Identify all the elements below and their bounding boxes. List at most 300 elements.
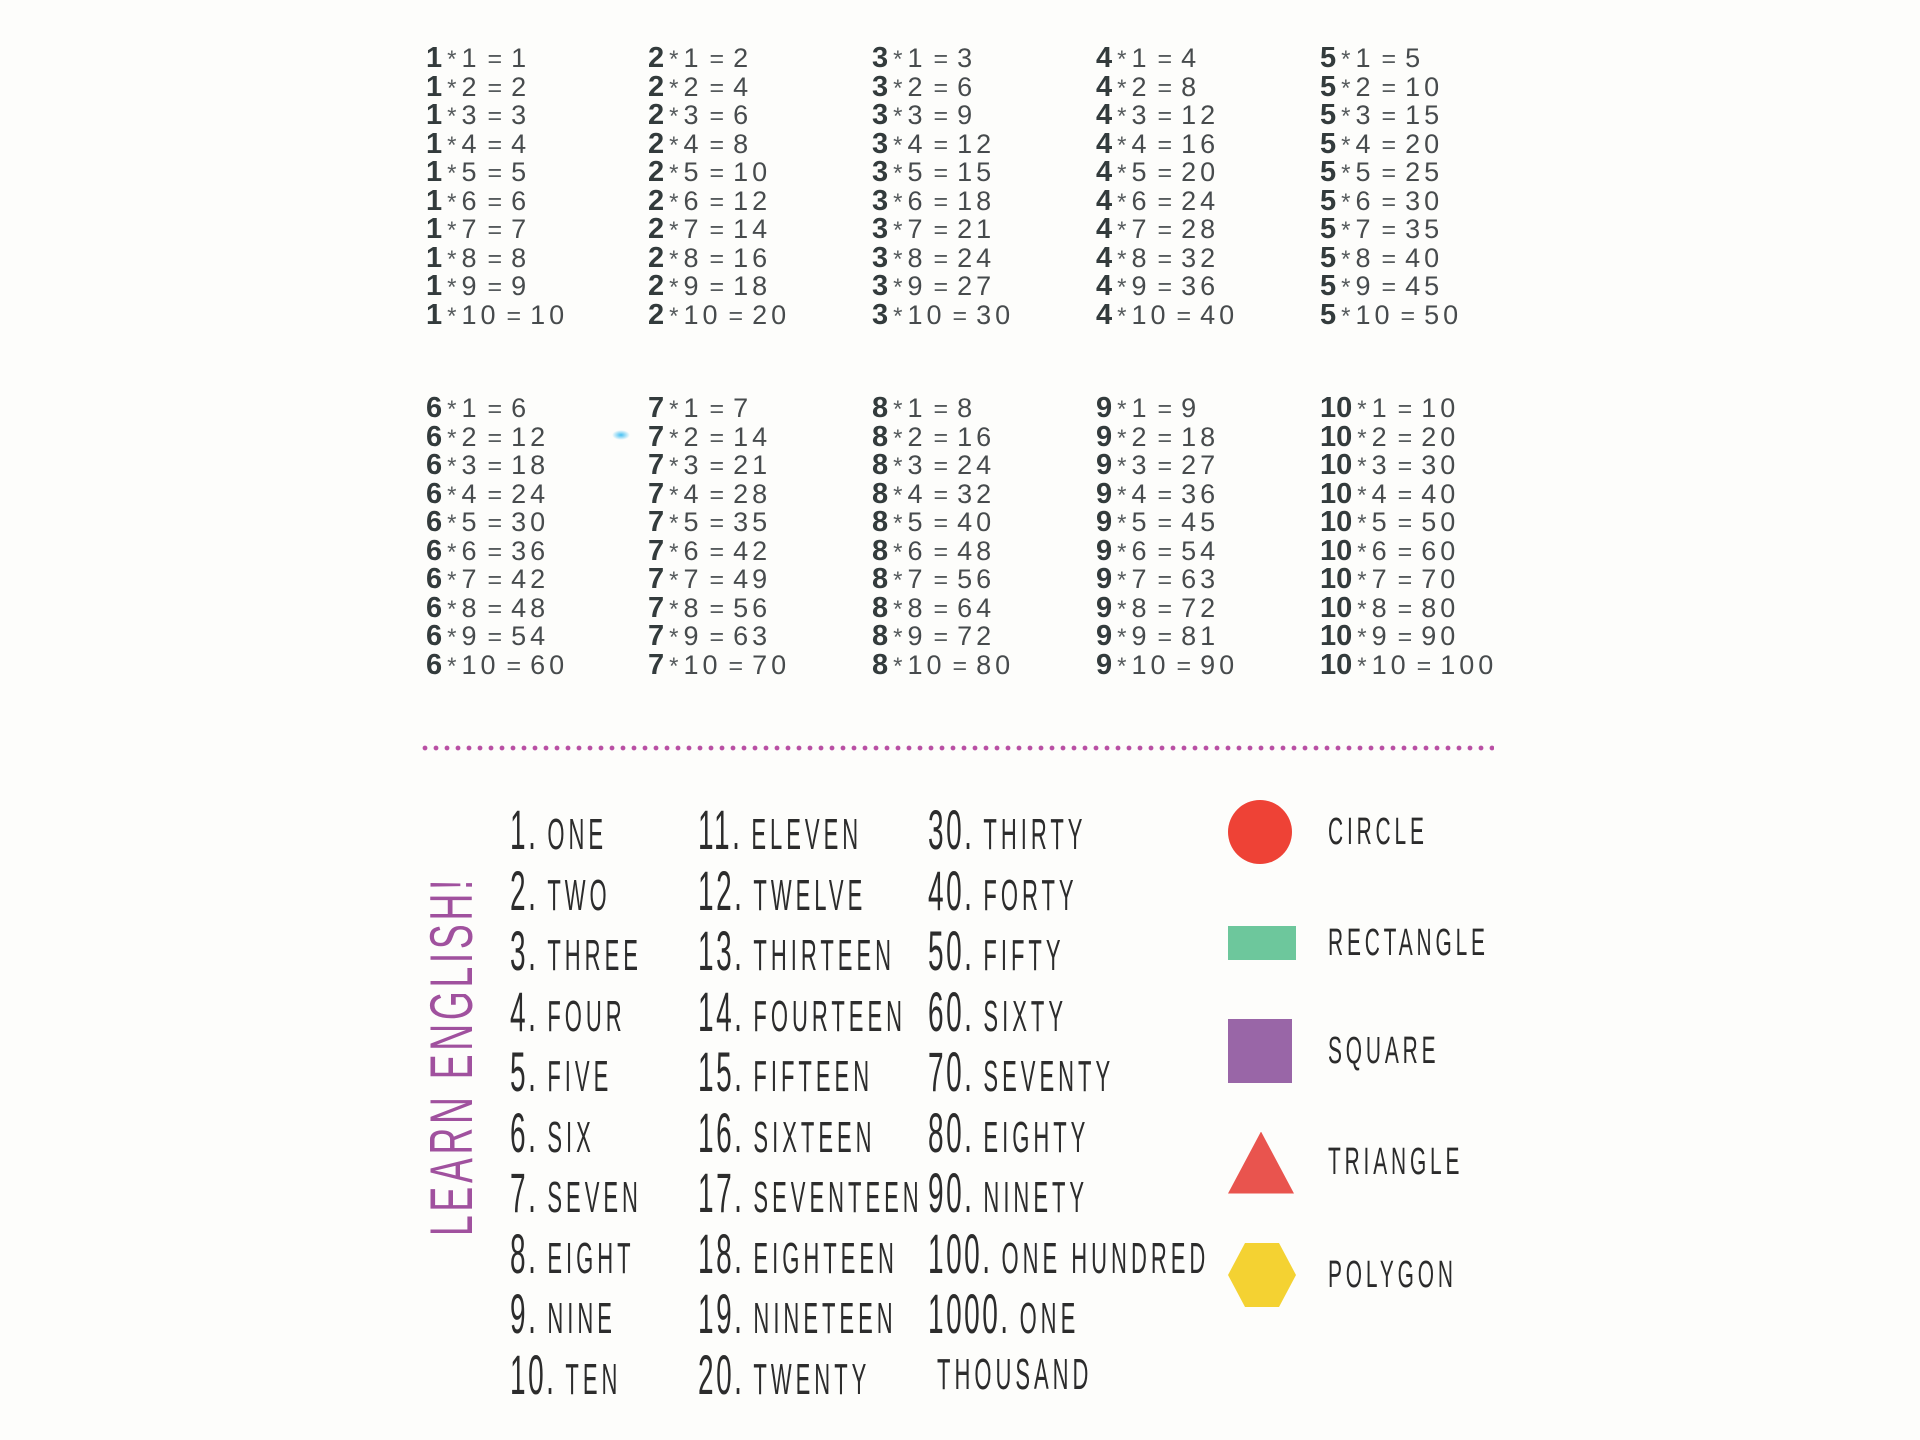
factor-value: 9 (1096, 449, 1113, 481)
equals-symbol: = (1416, 651, 1434, 680)
number-value: 50. (928, 919, 975, 982)
equals-symbol: = (487, 216, 505, 244)
number-word-row (698, 1100, 923, 1164)
factor-value: 6 (426, 591, 443, 624)
number-value: 8. (510, 1221, 539, 1285)
factor-value: 6 (426, 620, 443, 652)
multiplier-value: 4 (907, 128, 927, 159)
number-word: TEN (565, 1354, 622, 1404)
multiply-symbol: * (1117, 217, 1129, 244)
product-value: 45 (1181, 507, 1220, 537)
multiplication-row (872, 591, 1014, 624)
multiplication-row (648, 127, 790, 160)
multiplication-row (872, 70, 1014, 103)
multiplier-value: 1 (1131, 393, 1151, 423)
number-value: 13. (698, 919, 745, 982)
product-value: 40 (1405, 242, 1444, 273)
factor-value: 10 (1320, 449, 1353, 481)
multiplier-value: 8 (461, 592, 481, 623)
number-value: 80. (928, 1100, 975, 1164)
multiply-symbol: * (447, 396, 459, 423)
product-value: 18 (733, 271, 772, 301)
multiply-symbol: * (893, 453, 905, 480)
multiplier-value: 3 (461, 450, 481, 480)
multiplication-row (1320, 591, 1497, 624)
number-word-row (928, 858, 1209, 922)
triangle-icon (1228, 1132, 1294, 1194)
multiplier-value: 8 (1131, 592, 1151, 623)
multiplier-value: 9 (683, 271, 703, 301)
product-value: 42 (511, 564, 550, 594)
multiplication-row (426, 508, 568, 537)
product-value: 90 (1200, 649, 1239, 680)
number-word-row (510, 1100, 642, 1164)
multiplier-value: 1 (683, 393, 703, 423)
factor-value: 1 (426, 298, 443, 331)
number-word-row (510, 858, 642, 922)
multiplication-row (648, 622, 790, 651)
number-word: TWENTY (753, 1354, 871, 1404)
multiplication-row (1320, 44, 1462, 73)
number-word: SIX (547, 1112, 595, 1162)
equals-symbol: = (933, 395, 951, 423)
multiplier-value: 5 (907, 157, 927, 187)
number-words-column-tens (928, 800, 1491, 1405)
multiplication-row (872, 215, 1014, 244)
multiplier-value: 9 (907, 621, 927, 651)
factor-value: 3 (872, 241, 889, 274)
multiplication-row (872, 534, 1014, 567)
number-word-row (698, 858, 923, 922)
multiply-symbol: * (1117, 103, 1129, 130)
multiplication-row (648, 565, 790, 594)
multiply-symbol: * (893, 46, 905, 73)
equals-symbol: = (1157, 480, 1175, 509)
multiplication-row (426, 215, 568, 244)
multiply-symbol: * (1341, 74, 1353, 102)
multiplication-row (426, 158, 568, 187)
multiplication-row (1320, 272, 1462, 301)
number-word-row (510, 1163, 642, 1224)
multiplication-table-7 (648, 394, 790, 679)
multiplier-value: 3 (907, 100, 927, 130)
equals-symbol: = (1157, 423, 1175, 452)
product-value: 7 (733, 393, 753, 423)
multiplier-value: 1 (907, 43, 927, 73)
multiplier-value: 2 (1131, 71, 1151, 102)
scan-speck (612, 430, 630, 440)
number-word-row (928, 800, 1209, 861)
multiplier-value: 5 (461, 157, 481, 187)
multiplier-value: 9 (461, 271, 481, 301)
multiplier-value: 6 (907, 185, 927, 216)
shape-row-rectangle (1228, 921, 1620, 964)
equals-symbol: = (487, 273, 505, 301)
equals-symbol: = (487, 395, 505, 423)
factor-value: 7 (648, 563, 665, 595)
multiplier-value: 2 (907, 71, 927, 102)
multiply-symbol: * (1117, 396, 1129, 423)
product-value: 16 (733, 242, 772, 273)
multiply-symbol: * (1357, 595, 1369, 623)
product-value: 21 (733, 450, 772, 480)
product-value: 45 (1405, 271, 1444, 301)
multiplier-value: 6 (683, 185, 703, 216)
product-value: 50 (1421, 507, 1460, 537)
product-value: 24 (957, 450, 996, 480)
equals-symbol: = (709, 216, 727, 244)
multiplication-table-10 (1320, 394, 1497, 679)
factor-value: 3 (872, 42, 889, 74)
multiplier-value: 9 (907, 271, 927, 301)
factor-value: 4 (1096, 99, 1113, 131)
multiply-symbol: * (1357, 396, 1369, 423)
factor-value: 1 (426, 184, 443, 217)
multiplication-row (426, 394, 568, 423)
product-value: 36 (511, 535, 550, 566)
multiply-symbol: * (1341, 245, 1353, 273)
equals-symbol: = (1381, 273, 1399, 301)
multiply-symbol: * (447, 74, 459, 102)
multiplier-value: 2 (1371, 421, 1391, 452)
factor-value: 2 (648, 298, 665, 331)
multiply-symbol: * (669, 538, 681, 566)
factor-value: 3 (872, 127, 889, 160)
multiply-symbol: * (1357, 453, 1369, 480)
factor-value: 3 (872, 70, 889, 103)
multiplication-row (648, 648, 791, 681)
multiply-symbol: * (669, 453, 681, 480)
number-word: FORTY (983, 870, 1078, 920)
product-value: 28 (733, 478, 772, 509)
number-word-row (928, 1345, 1209, 1406)
multiplier-value: 10 (461, 299, 500, 330)
equals-symbol: = (1397, 509, 1415, 537)
multiplier-value: 7 (1131, 564, 1151, 594)
multiplier-value: 2 (907, 421, 927, 452)
number-word: EIGHTY (983, 1112, 1090, 1162)
factor-value: 2 (648, 99, 665, 131)
product-value: 30 (511, 507, 550, 537)
multiplier-value: 3 (683, 100, 703, 130)
multiply-symbol: * (893, 274, 905, 301)
multiplication-row (648, 158, 790, 187)
product-value: 32 (1181, 242, 1220, 273)
equals-symbol: = (933, 623, 951, 651)
equals-symbol: = (487, 480, 505, 509)
product-value: 8 (957, 393, 977, 423)
product-value: 90 (1421, 621, 1460, 651)
number-word: ELEVEN (751, 810, 863, 859)
factor-value: 1 (426, 156, 443, 188)
multiplication-table-1 (426, 44, 568, 329)
factor-value: 6 (426, 563, 443, 595)
number-word: NINETY (983, 1173, 1089, 1222)
multiplier-value: 4 (461, 478, 481, 509)
equals-symbol: = (933, 509, 951, 537)
multiplication-row (1096, 272, 1238, 301)
equals-symbol: = (728, 301, 746, 330)
multiplication-row (1320, 101, 1462, 130)
equals-symbol: = (1397, 623, 1415, 651)
number-value: 5. (510, 1040, 539, 1103)
number-word: ONE (1019, 1294, 1080, 1343)
multiplier-value: 8 (907, 592, 927, 623)
number-value: 90. (928, 1161, 975, 1224)
multiplier-value: 5 (907, 507, 927, 537)
factor-value: 1 (426, 213, 443, 245)
multiplier-value: 3 (461, 100, 481, 130)
multiplier-value: 6 (1371, 535, 1391, 566)
equals-symbol: = (933, 159, 951, 187)
multiplier-value: 1 (1131, 43, 1151, 73)
factor-value: 7 (648, 591, 665, 624)
equals-symbol: = (1157, 216, 1175, 244)
multiplier-value: 10 (907, 649, 946, 680)
factor-value: 9 (1096, 420, 1113, 453)
factor-value: 9 (1096, 563, 1113, 595)
multiplication-row (648, 184, 790, 217)
multiply-symbol: * (447, 131, 459, 159)
factor-value: 3 (872, 213, 889, 245)
multiplier-value: 10 (907, 299, 946, 330)
multiplication-row (648, 591, 790, 624)
multiply-symbol: * (447, 424, 459, 452)
equals-symbol: = (933, 45, 951, 73)
multiplier-value: 4 (1131, 128, 1151, 159)
multiplier-value: 1 (461, 43, 481, 73)
number-value: 7. (510, 1161, 539, 1224)
product-value: 81 (1181, 621, 1220, 651)
product-value: 10 (530, 299, 569, 330)
equals-symbol: = (506, 651, 524, 680)
equals-symbol: = (709, 395, 727, 423)
number-word-row (698, 1221, 923, 1285)
multiplier-value: 7 (1371, 564, 1391, 594)
multiplication-row (1320, 127, 1462, 160)
factor-value: 8 (872, 477, 889, 510)
factor-value: 9 (1096, 591, 1113, 624)
number-value: 40. (928, 858, 975, 922)
number-value: 19. (698, 1282, 745, 1345)
product-value: 63 (733, 621, 772, 651)
equals-symbol: = (728, 651, 746, 680)
multiplier-value: 7 (683, 214, 703, 244)
product-value: 56 (957, 564, 996, 594)
polygon-icon (1228, 1243, 1296, 1307)
factor-value: 10 (1320, 420, 1353, 453)
multiplier-value: 8 (683, 242, 703, 273)
multiplication-row (648, 101, 790, 130)
multiply-symbol: * (1117, 624, 1129, 651)
equals-symbol: = (487, 423, 505, 452)
multiplier-value: 4 (907, 478, 927, 509)
multiply-symbol: * (1341, 188, 1353, 216)
product-value: 6 (511, 393, 531, 423)
equals-symbol: = (1381, 244, 1399, 273)
multiplication-table-3 (872, 44, 1014, 329)
multiplication-row (648, 272, 790, 301)
multiplication-row (1096, 127, 1238, 160)
equals-symbol: = (1157, 102, 1175, 130)
multiplier-value: 4 (461, 128, 481, 159)
multiplication-table-5 (1320, 44, 1462, 329)
product-value: 63 (1181, 564, 1220, 594)
factor-value: 6 (426, 506, 443, 538)
factor-value: 1 (426, 270, 443, 302)
number-word: NINE (547, 1294, 616, 1343)
equals-symbol: = (487, 102, 505, 130)
number-value: 1. (510, 798, 539, 861)
shape-label-circle: CIRCLE (1328, 810, 1428, 853)
equals-symbol: = (1397, 566, 1415, 594)
multiplication-row (426, 420, 568, 453)
factor-value: 5 (1320, 213, 1337, 245)
multiply-symbol: * (1341, 217, 1353, 244)
multiplication-row (1320, 70, 1462, 103)
number-value: 2. (510, 858, 539, 922)
multiply-symbol: * (447, 217, 459, 244)
factor-value: 10 (1320, 392, 1353, 424)
multiply-symbol: * (447, 595, 459, 623)
equals-symbol: = (487, 566, 505, 594)
multiplier-value: 5 (1131, 157, 1151, 187)
multiplier-value: 5 (1131, 507, 1151, 537)
multiplication-row (1320, 508, 1497, 537)
product-value: 12 (733, 185, 772, 216)
multiplier-value: 8 (907, 242, 927, 273)
equals-symbol: = (709, 537, 727, 566)
number-value: 15. (698, 1040, 745, 1103)
multiply-symbol: * (1357, 624, 1369, 651)
multiply-symbol: * (447, 302, 459, 330)
multiplication-row (426, 622, 568, 651)
multiplication-row (648, 477, 790, 510)
number-word: ONE (547, 810, 608, 859)
multiply-symbol: * (1117, 453, 1129, 480)
multiplication-row (1096, 394, 1238, 423)
factor-value: 3 (872, 99, 889, 131)
factor-value: 7 (648, 449, 665, 481)
multiplication-row (1096, 591, 1238, 624)
circle-icon (1228, 800, 1292, 864)
product-value: 2 (511, 71, 531, 102)
multiply-symbol: * (1117, 274, 1129, 301)
multiplier-value: 6 (1355, 185, 1375, 216)
equals-symbol: = (709, 159, 727, 187)
multiply-symbol: * (1341, 131, 1353, 159)
number-word-row (510, 921, 642, 982)
number-word: SIXTEEN (753, 1112, 876, 1162)
number-word-row (928, 1163, 1209, 1224)
product-value: 9 (1181, 393, 1201, 423)
factor-value: 9 (1096, 648, 1113, 681)
factor-value: 4 (1096, 127, 1113, 160)
circle-shape-box (1228, 800, 1328, 864)
number-word-row (928, 979, 1209, 1043)
product-value: 9 (957, 100, 977, 130)
multiply-symbol: * (893, 595, 905, 623)
product-value: 48 (957, 535, 996, 566)
multiply-symbol: * (669, 302, 681, 330)
number-word-row (698, 979, 923, 1043)
multiplier-value: 7 (461, 564, 481, 594)
number-word-row (510, 1342, 642, 1406)
equals-symbol: = (487, 452, 505, 480)
factor-value: 10 (1320, 648, 1353, 681)
product-value: 42 (733, 535, 772, 566)
product-value: 8 (1181, 71, 1201, 102)
number-word-row (510, 1042, 642, 1103)
product-value: 30 (1405, 185, 1444, 216)
shape-row-polygon (1228, 1242, 1562, 1308)
equals-symbol: = (1157, 273, 1175, 301)
number-value: 14. (698, 979, 745, 1043)
equals-symbol: = (709, 509, 727, 537)
multiplier-value: 1 (1371, 393, 1391, 423)
factor-value: 2 (648, 70, 665, 103)
multiplier-value: 10 (461, 649, 500, 680)
multiplication-row (648, 420, 790, 453)
product-value: 15 (957, 157, 996, 187)
product-value: 54 (511, 621, 550, 651)
multiply-symbol: * (447, 103, 459, 130)
number-value: 12. (698, 858, 745, 922)
multiplier-value: 8 (1355, 242, 1375, 273)
equals-symbol: = (933, 273, 951, 301)
multiplier-value: 6 (1131, 185, 1151, 216)
multiply-symbol: * (447, 510, 459, 537)
multiplier-value: 8 (461, 242, 481, 273)
multiplication-row (872, 298, 1015, 331)
product-value: 4 (511, 128, 531, 159)
multiplication-row (1320, 477, 1497, 510)
multiplier-value: 9 (1131, 271, 1151, 301)
equals-symbol: = (487, 159, 505, 187)
multiplier-value: 8 (1371, 592, 1391, 623)
product-value: 70 (752, 649, 791, 680)
equals-symbol: = (1397, 423, 1415, 452)
multiplication-row (426, 591, 568, 624)
equals-symbol: = (709, 452, 727, 480)
multiplier-value: 5 (683, 507, 703, 537)
factor-value: 9 (1096, 534, 1113, 567)
factor-value: 5 (1320, 270, 1337, 302)
multiplier-value: 6 (683, 535, 703, 566)
multiplication-row (1096, 420, 1238, 453)
factor-value: 6 (426, 477, 443, 510)
multiply-symbol: * (669, 424, 681, 452)
equals-symbol: = (709, 45, 727, 73)
multiply-symbol: * (893, 567, 905, 594)
multiply-symbol: * (669, 652, 681, 680)
number-value: 11. (698, 798, 743, 861)
multiplier-value: 9 (1355, 271, 1375, 301)
multiply-symbol: * (1117, 302, 1129, 330)
multiply-symbol: * (669, 274, 681, 301)
factor-value: 8 (872, 392, 889, 424)
multiply-symbol: * (669, 396, 681, 423)
dotted-divider (422, 745, 1494, 751)
multiply-symbol: * (669, 624, 681, 651)
multiply-symbol: * (1117, 567, 1129, 594)
rectangle-shape-box (1228, 926, 1328, 960)
product-value: 18 (511, 450, 550, 480)
product-value: 12 (1181, 100, 1220, 130)
multiply-symbol: * (893, 652, 905, 680)
multiplier-value: 7 (683, 564, 703, 594)
equals-symbol: = (487, 45, 505, 73)
